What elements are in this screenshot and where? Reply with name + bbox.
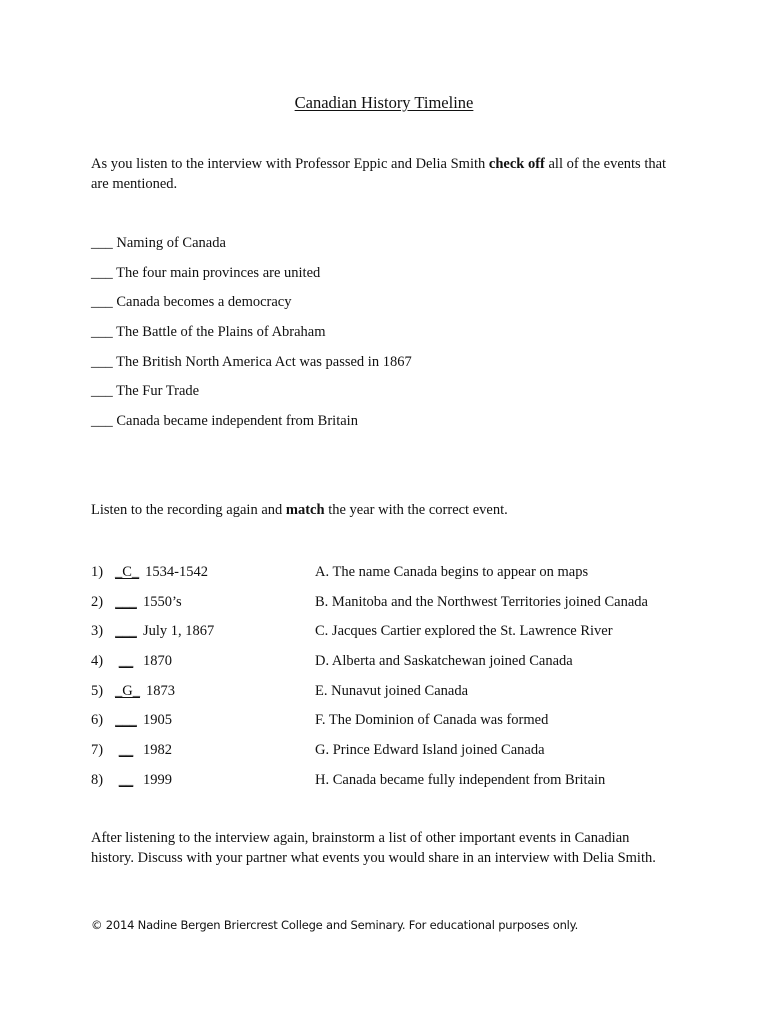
checklist-blank[interactable]: ___ — [91, 235, 113, 251]
match-answer: __ — [118, 771, 134, 788]
match-instructions — [91, 500, 681, 520]
event-checklist — [91, 233, 651, 441]
match-year-cell — [91, 592, 182, 612]
page-title — [0, 93, 768, 113]
match-year: July 1, 1867 — [143, 623, 215, 640]
match-year-cell — [91, 740, 172, 760]
match-year: 1905 — [143, 712, 172, 729]
checklist-item[interactable] — [91, 233, 651, 263]
match-event: F. The Dominion of Canada was formed — [315, 712, 549, 729]
match-year-cell — [91, 770, 172, 790]
checklist-item[interactable] — [91, 411, 651, 441]
match-year-cell — [91, 710, 172, 730]
match-number: 8) — [91, 771, 104, 788]
match-row — [91, 592, 691, 622]
match-answer: _C_ — [115, 564, 140, 580]
match-row — [91, 740, 691, 770]
checklist-text: Naming of Canada — [116, 235, 226, 251]
intro-text-before: As you listen to the interview with Professor Eppic and Delia Smith — [91, 156, 489, 172]
match-year: 1999 — [143, 771, 172, 788]
match-row — [91, 621, 691, 651]
match-event: G. Prince Edward Island joined Canada — [315, 742, 545, 759]
match-number: 6) — [91, 712, 104, 729]
intro-text-after: all of the events that are mentioned. — [91, 156, 667, 192]
match-answer: ___ — [115, 623, 137, 640]
checklist-blank[interactable]: ___ — [91, 383, 113, 400]
match-year: 1873 — [145, 682, 175, 699]
checklist-blank[interactable]: ___ — [91, 324, 113, 341]
match-number: 5) — [91, 682, 104, 699]
match-row — [91, 770, 691, 800]
checklist-item[interactable] — [91, 381, 651, 411]
checklist-item[interactable] — [91, 352, 651, 382]
match-answer-blank[interactable] — [115, 740, 137, 760]
intro-paragraph — [91, 154, 681, 194]
checklist-item[interactable] — [91, 292, 651, 322]
match-number: 1) — [91, 564, 104, 580]
match-answer: _G_ — [115, 682, 140, 699]
checklist-text: The four main provinces are united — [116, 264, 321, 281]
match-answer-blank[interactable] — [115, 621, 137, 641]
match-event: B. Manitoba and the Northwest Territories joined Canada — [315, 593, 648, 610]
checklist-text: The British North America Act was passed in 1867 — [116, 353, 412, 370]
checklist-text: The Battle of the Plains of Abraham — [116, 324, 326, 341]
match-event: C. Jacques Cartier explored the St. Lawrence River — [315, 623, 613, 640]
match-text-after: the year with the correct event. — [324, 502, 508, 518]
match-year-cell — [91, 651, 172, 671]
match-event: E. Nunavut joined Canada — [315, 682, 469, 699]
copyright-footer: © 2014 Nadine Bergen Briercrest College and Seminary. For educational purposes only. — [91, 918, 579, 932]
match-number: 4) — [91, 653, 104, 670]
match-year: 1982 — [143, 742, 172, 759]
match-row — [91, 651, 691, 681]
match-answer: __ — [118, 653, 134, 670]
match-answer: __ — [118, 742, 134, 759]
match-answer-blank[interactable] — [115, 770, 137, 790]
checklist-blank[interactable]: ___ — [91, 294, 113, 311]
match-answer: ___ — [115, 593, 137, 610]
match-year-cell — [91, 621, 214, 641]
match-text-bold: match — [285, 502, 325, 518]
match-year: 1870 — [143, 653, 172, 670]
checklist-text: The Fur Trade — [116, 383, 200, 400]
match-event: H. Canada became fully independent from Britain — [315, 771, 606, 788]
checklist-blank[interactable]: ___ — [91, 264, 113, 281]
match-number: 3) — [91, 623, 104, 640]
match-answer: ___ — [115, 712, 137, 729]
page-title-text: Canadian History Timeline — [294, 93, 474, 112]
match-event: A. The name Canada begins to appear on maps — [315, 564, 589, 580]
match-number: 2) — [91, 593, 104, 610]
matching-exercise — [91, 562, 691, 800]
match-answer-blank[interactable] — [115, 710, 137, 730]
match-year: 1550’s — [143, 593, 182, 610]
match-row — [91, 681, 691, 711]
match-text-before: Listen to the recording again and — [91, 502, 286, 518]
match-answer-blank[interactable] — [115, 592, 137, 612]
match-year-cell — [91, 681, 175, 701]
brainstorm-paragraph: After listening to the interview again, brainstorm a list of other important events in Canadian history. Discuss with your partner what events you would share in an interview with Delia Smith. — [91, 830, 656, 866]
match-row — [91, 710, 691, 740]
intro-text-bold: check off — [488, 156, 545, 172]
match-year: 1534-1542 — [145, 564, 209, 580]
match-event: D. Alberta and Saskatchewan joined Canada — [315, 653, 573, 670]
checklist-text: Canada became independent from Britain — [116, 413, 358, 430]
checklist-text: Canada becomes a democracy — [116, 294, 292, 311]
match-row — [91, 562, 691, 592]
match-answer-blank[interactable] — [115, 681, 140, 701]
match-answer-blank[interactable] — [115, 651, 137, 671]
checklist-blank[interactable]: ___ — [91, 413, 113, 430]
match-year-cell — [91, 562, 208, 582]
match-answer-blank[interactable] — [115, 562, 139, 582]
checklist-item[interactable] — [91, 263, 651, 293]
checklist-blank[interactable]: ___ — [91, 353, 113, 370]
match-number: 7) — [91, 742, 104, 759]
checklist-item[interactable] — [91, 322, 651, 352]
